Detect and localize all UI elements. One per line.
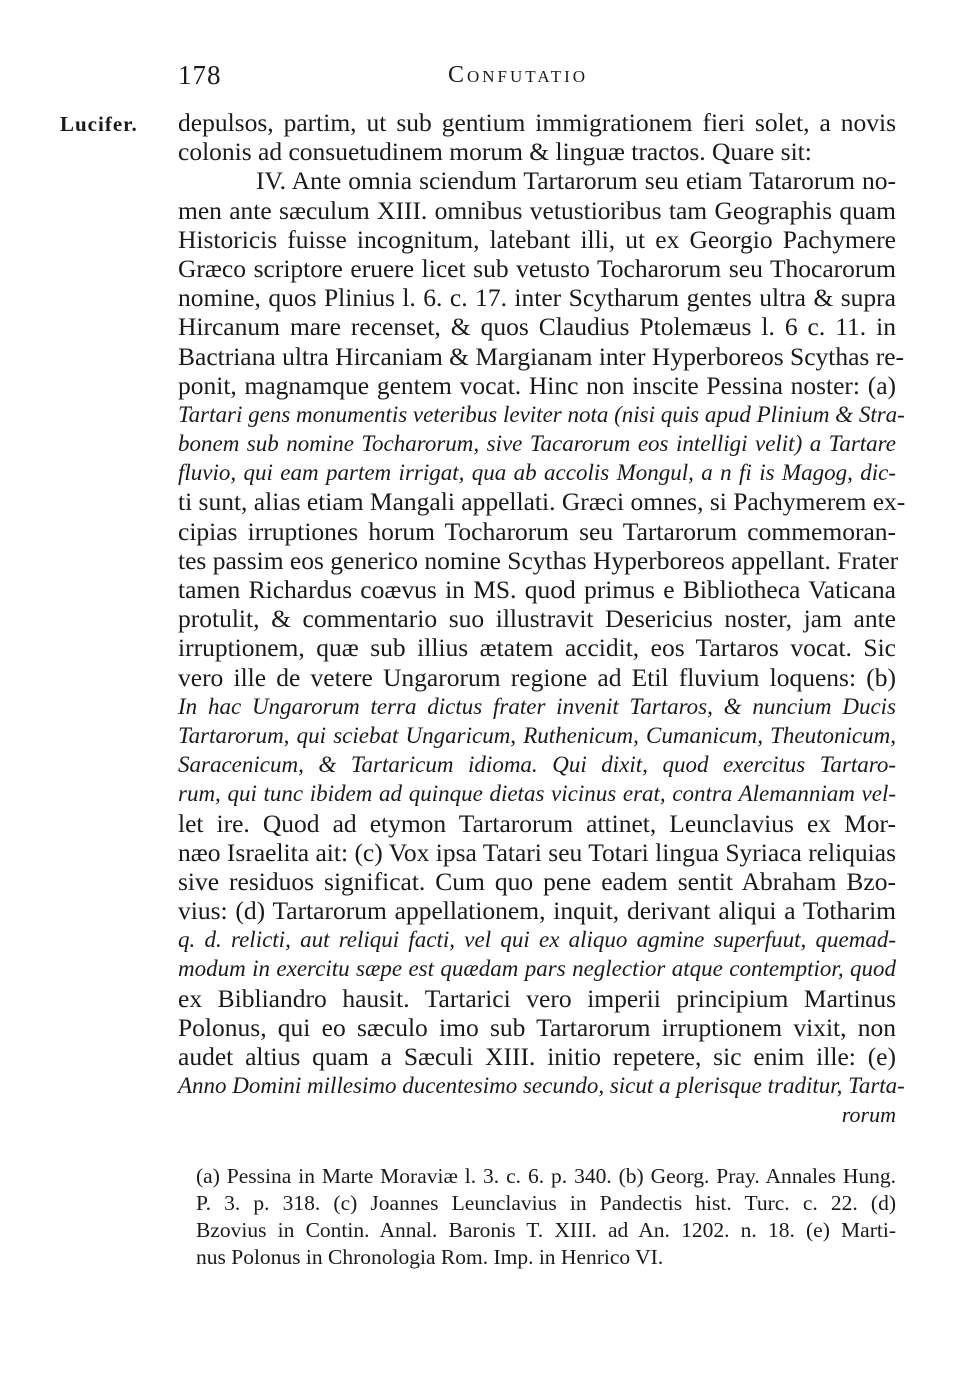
text-line: Anno Domini millesimo ducentesimo secundo, sicut a plerisque traditur, Tarta-	[178, 1073, 905, 1099]
text-line: vius: (d) Tartarorum appellationem, inquit, derivant aliqui a Totharim	[178, 896, 896, 926]
text-line: cipias irruptiones horum Tocharorum seu Tartarorum commemoran-	[178, 516, 896, 546]
text-line: sive residuos significat. Cum quo pene eadem sentit Abraham Bzo-	[178, 866, 896, 896]
text-line: tes passim eos generico nomine Scythas Hyperboreos appellant. Frater	[178, 545, 899, 575]
footnote-line: P. 3. p. 318. (c) Joannes Leunclavius in Pandectis hist. Turc. c. 22. (d)	[196, 1191, 896, 1215]
text-line: Hircanum mare recenset, & quos Claudius Ptolemæus l. 6 c. 11. in	[178, 312, 896, 342]
text-line: Historicis fuisse incognitum, latebant illi, ut ex Georgio Pachymere	[178, 224, 896, 254]
text-line: Polonus, qui eo sæculo imo sub Tartarorum irruptionem vixit, non	[178, 1012, 896, 1042]
margin-note: Lucifer.	[60, 112, 138, 136]
footnote-line: Bzovius in Contin. Annal. Baronis T. XIII. ad An. 1202. n. 18. (e) Marti-	[196, 1218, 896, 1242]
text-line: fluvio, qui eam partem irrigat, qua ab accolis Mongul, a n fi is Magog, dic-	[178, 460, 896, 486]
text-line: Græco scriptore eruere licet sub vetusto Tocharorum seu Thocarorum	[178, 253, 896, 283]
body-text	[178, 108, 906, 1130]
text-line: protulit, & commentario suo illustravit Desericius noster, jam ante	[178, 604, 896, 634]
text-line: rum, qui tunc ibidem ad quinque dietas vicinus erat, contra Alemanniam vel-	[178, 781, 896, 807]
text-line: men ante sæculum XIII. omnibus vetustioribus tam Geographis quam	[178, 195, 896, 225]
text-line: Tartari gens monumentis veteribus leviter nota (nisi quis apud Plinium & Stra-	[178, 401, 905, 427]
text-line: Saracenicum, & Tartaricum idioma. Qui dixit, quod exercitus Tartaro-	[178, 752, 896, 778]
text-line: modum in exercitu sæpe est quædam pars neglectior atque contemptior, quod	[178, 956, 896, 982]
text-line: ti sunt, alias etiam Mangali appellati. Græci omnes, si Pachymerem ex-	[178, 487, 906, 517]
footnotes	[196, 1163, 896, 1271]
running-title: Confutatio	[448, 62, 589, 88]
text-line: nomine, quos Plinius l. 6. c. 17. inter Scytharum gentes ultra & supra	[178, 283, 896, 313]
text-line: colonis ad consuetudinem morum & linguæ tractos. Quare sit:	[178, 137, 812, 167]
text-line: vero ille de vetere Ungarorum regione ad Etil fluvium loquens: (b)	[178, 662, 896, 692]
text-line: In hac Ungarorum terra dictus frater invenit Tartaros, & nuncium Ducis	[178, 693, 896, 719]
text-line: Tartarorum, qui sciebat Ungaricum, Ruthenicum, Cumanicum, Theutonicum,	[178, 722, 896, 748]
page-number: 178	[178, 60, 222, 90]
text-line: depulsos, partim, ut sub gentium immigrationem fieri solet, a novis	[178, 108, 896, 137]
catchword: rorum	[841, 1102, 896, 1128]
footnote-line: (a) Pessina in Marte Moraviæ l. 3. c. 6. p. 340. (b) Georg. Pray. Annales Hung.	[196, 1164, 896, 1188]
text-line: audet altius quam a Sæculi XIII. initio repetere, sic enim ille: (e)	[178, 1042, 896, 1071]
text-line: bonem sub nomine Tocharorum, sive Tacarorum eos intelligi velit) a Tartare	[178, 431, 896, 457]
text-line: næo Israelita ait: (c) Vox ipsa Tatari seu Totari lingua Syriaca reliquias	[178, 837, 896, 867]
text-line: ex Bibliandro hausit. Tartarici vero imperii principium Martinus	[178, 983, 896, 1013]
text-line: Bactriana ultra Hircaniam & Margianam inter Hyperboreos Scythas re-	[178, 341, 905, 371]
text-line: q. d. relicti, aut reliqui facti, vel qui ex aliquo agmine superfuut, quemad-	[178, 927, 896, 953]
text-line: irruptionem, quæ sub illius ætatem accidit, eos Tartaros vocat. Sic	[178, 633, 896, 663]
footnote-line: nus Polonus in Chronologia Rom. Imp. in Henrico VI.	[196, 1245, 664, 1269]
text-line: let ire. Quod ad etymon Tartarorum attinet, Leunclavius ex Mor-	[178, 808, 896, 838]
text-line: ponit, magnamque gentem vocat. Hinc non inscite Pessina noster: (a)	[178, 370, 896, 400]
text-line: tamen Richardus coævus in MS. quod primus e Bibliotheca Vaticana	[178, 575, 896, 604]
text-line: IV. Ante omnia sciendum Tartarorum seu etiam Tatarorum no-	[256, 166, 896, 196]
